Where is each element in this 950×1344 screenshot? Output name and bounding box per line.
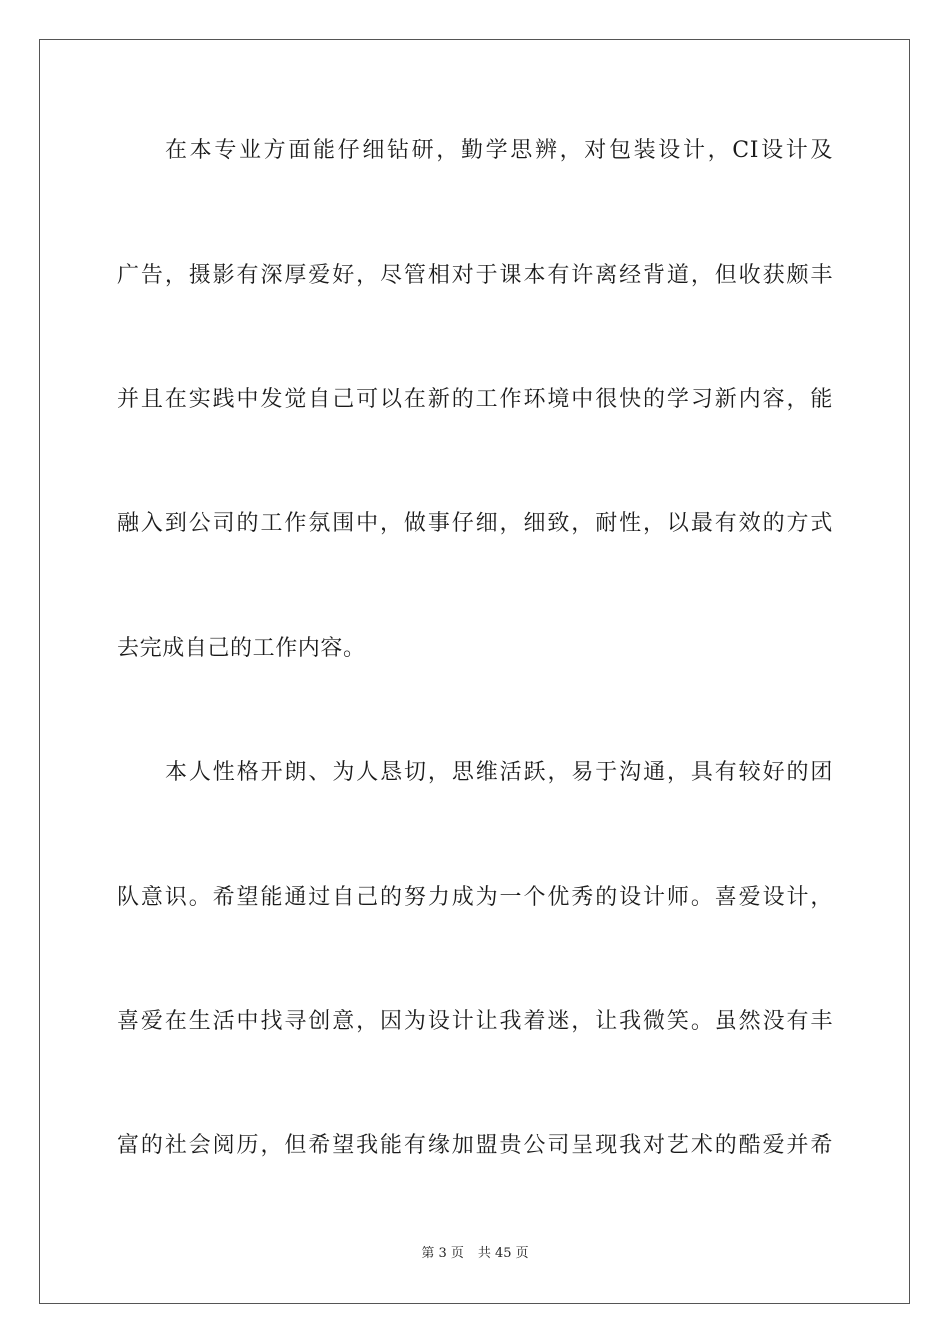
page-border: [39, 39, 910, 1304]
text-line: 并且在实践中发觉自己可以在新的工作环境中很快的学习新内容，能: [117, 387, 833, 412]
text-line: 本人性格开朗、为人恳切，思维活跃，易于沟通，具有较好的团: [165, 760, 833, 785]
text-line: 喜爱在生活中找寻创意，因为设计让我着迷，让我微笑。虽然没有丰: [117, 1009, 833, 1034]
text-line: 队意识。希望能通过自己的努力成为一个优秀的设计师。喜爱设计，: [117, 885, 833, 910]
text-line: 去完成自己的工作内容。: [117, 636, 366, 661]
page-footer: [0, 1245, 950, 1263]
text-line: 富的社会阅历，但希望我能有缘加盟贵公司呈现我对艺术的酷爱并希: [117, 1133, 833, 1158]
text-line: 在本专业方面能仔细钻研，勤学思辨，对包装设计，CI设计及: [165, 138, 833, 163]
page-total: 共 45 页: [477, 1246, 529, 1261]
text-line: 广告，摄影有深厚爱好，尽管相对于课本有许离经背道，但收获颇丰: [117, 263, 833, 288]
page-number: 第 3 页: [421, 1246, 464, 1261]
text-line: 融入到公司的工作氛围中，做事仔细，细致，耐性，以最有效的方式: [117, 511, 833, 536]
